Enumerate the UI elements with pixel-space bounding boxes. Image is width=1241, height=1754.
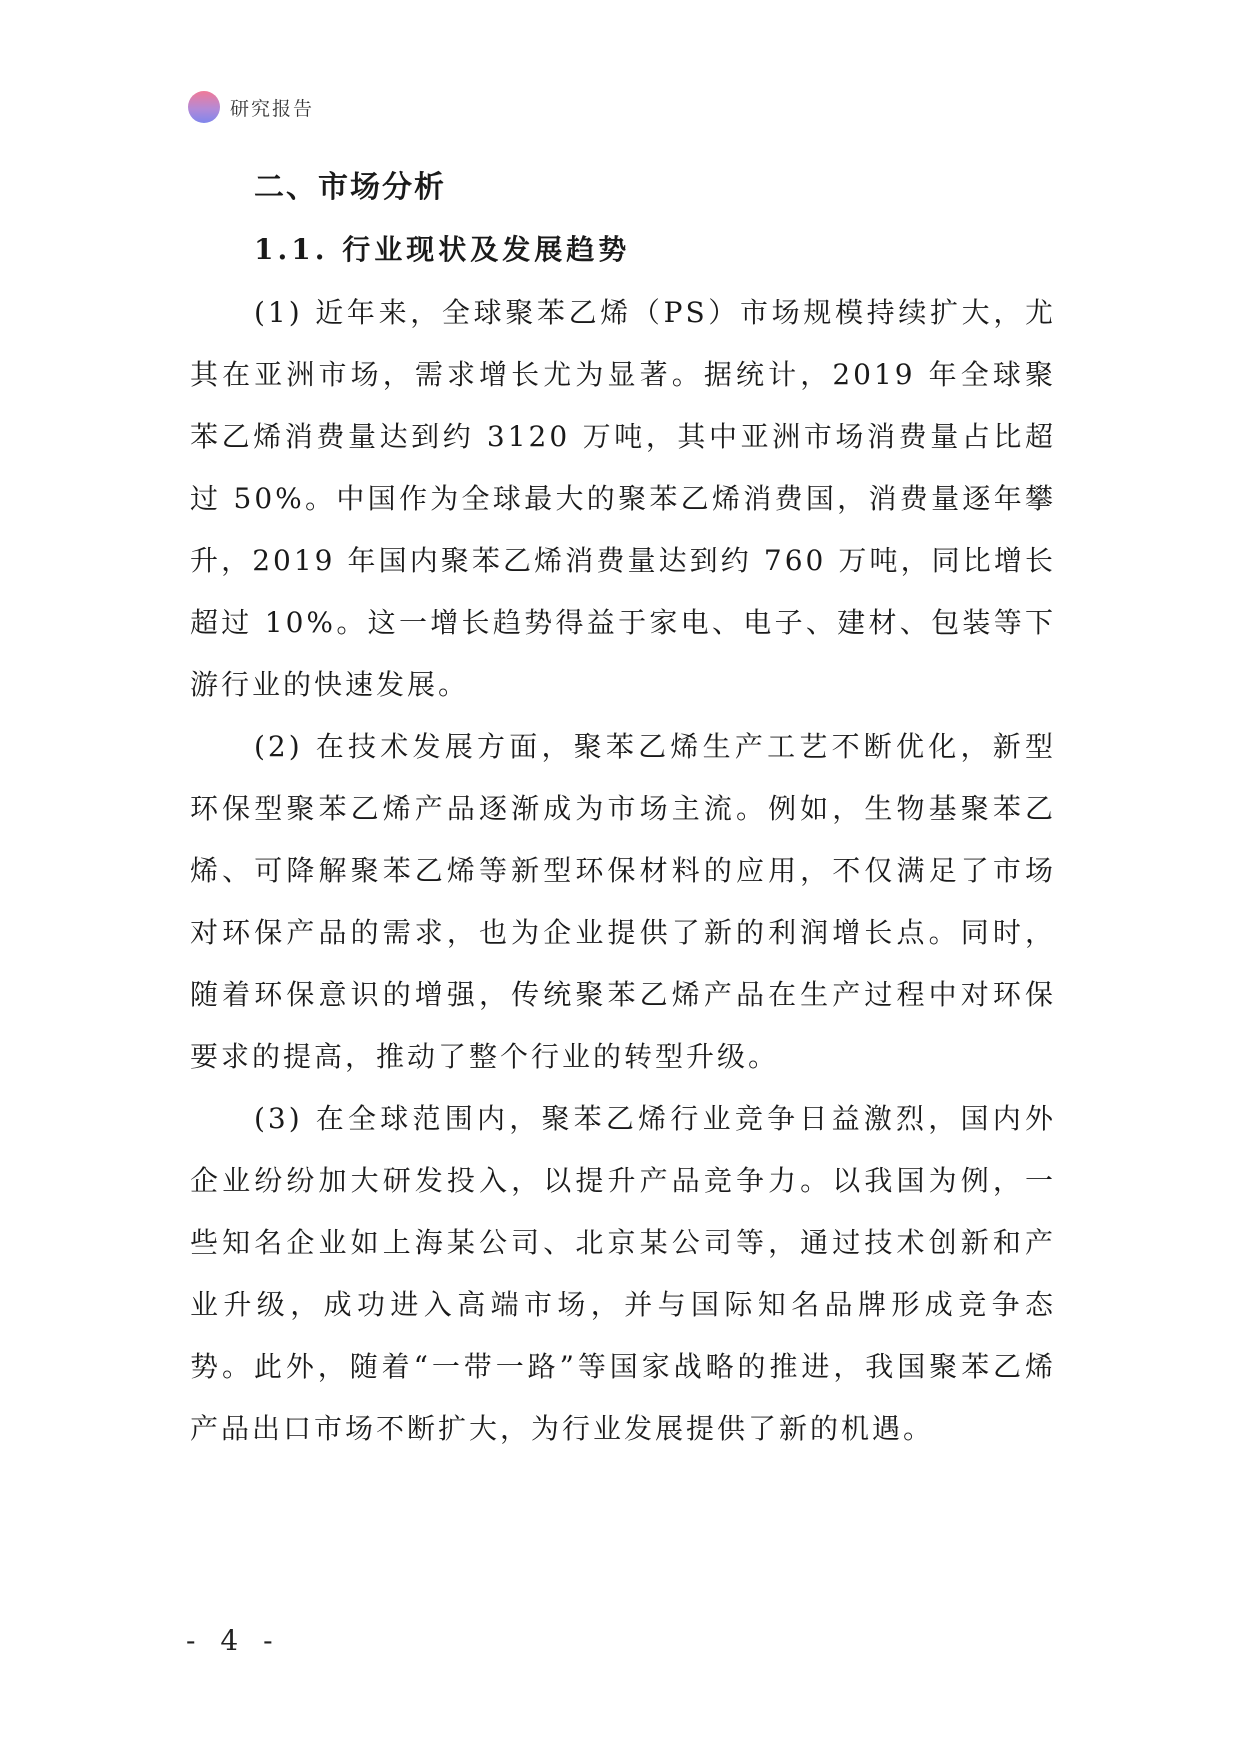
paragraph-1: (1) 近年来，全球聚苯乙烯（PS）市场规模持续扩大，尤其在亚洲市场，需求增长尤为显著。据统计，2019 年全球聚苯乙烯消费量达到约 3120 万吨，其中亚洲市场消费量占比超过 50%。中国作为全球最大的聚苯乙烯消费国，消费量逐年攀升，2019 年国内聚苯乙烯消费量达到约 760 万吨，同比增长超过 10%。这一增长趋势得益于家电、电子、建材、包装等下游行业的快速发展。 xyxy=(190,296,1056,701)
document-body xyxy=(190,160,1056,1460)
section-title: 二、市场分析 xyxy=(254,170,446,205)
subsection-title: 1.1. 行业现状及发展趋势 xyxy=(254,233,631,266)
page-header xyxy=(188,90,314,124)
paragraph-2: (2) 在技术发展方面，聚苯乙烯生产工艺不断优化，新型环保型聚苯乙烯产品逐渐成为市场主流。例如，生物基聚苯乙烯、可降解聚苯乙烯等新型环保材料的应用，不仅满足了市场对环保产品的需求，也为企业提供了新的利润增长点。同时，随着环保意识的增强，传统聚苯乙烯产品在生产过程中对环保要求的提高，推动了整个行业的转型升级。 xyxy=(190,730,1056,1073)
page-number: - 4 - xyxy=(186,1624,281,1657)
header-label: 研究报告 xyxy=(230,97,315,120)
paragraph-3: (3) 在全球范围内，聚苯乙烯行业竞争日益激烈，国内外企业纷纷加大研发投入，以提升产品竞争力。以我国为例，一些知名企业如上海某公司、北京某公司等，通过技术创新和产业升级，成功进入高端市场，并与国际知名品牌形成竞争态势。此外，随着“一带一路”等国家战略的推进，我国聚苯乙烯产品出口市场不断扩大，为行业发展提供了新的机遇。 xyxy=(190,1102,1056,1445)
gradient-circle-logo-icon xyxy=(188,91,220,123)
